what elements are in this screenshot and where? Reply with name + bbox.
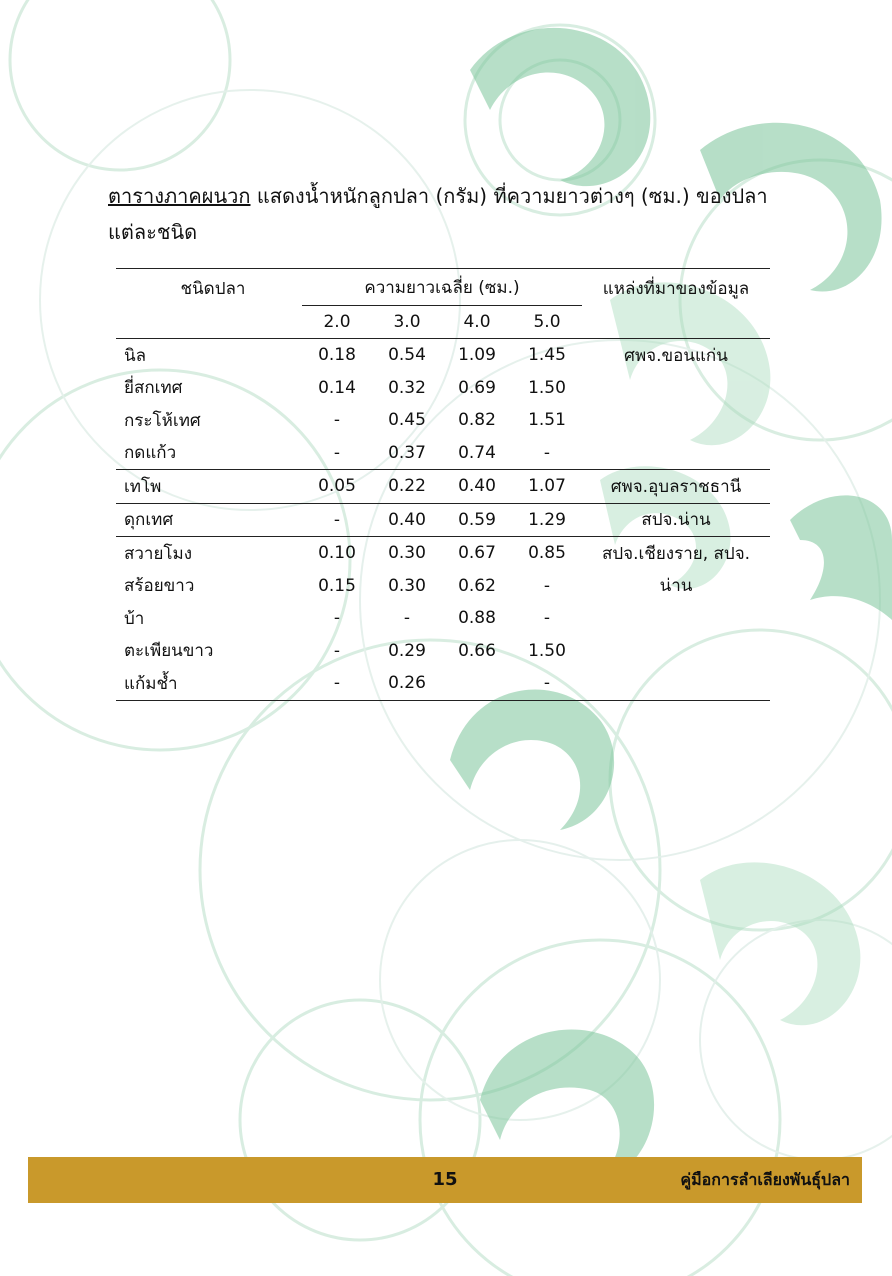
weight-cell: 0.82 bbox=[458, 410, 496, 431]
weight-cell: - bbox=[333, 410, 341, 431]
weight-cell: - bbox=[543, 442, 551, 463]
species-name: สวายโมง bbox=[116, 537, 302, 570]
weight-cell: - bbox=[333, 640, 341, 661]
weight-cell: 0.45 bbox=[388, 410, 426, 431]
weight-cell: 0.26 bbox=[372, 667, 442, 700]
species-name: กดแก้ว bbox=[124, 443, 177, 464]
weight-cell: - bbox=[543, 608, 551, 629]
weight-cell: - bbox=[302, 503, 372, 537]
table-row bbox=[116, 667, 770, 700]
species-name: ตะเพียนขาว bbox=[124, 641, 214, 662]
table-caption bbox=[108, 178, 788, 250]
table-row bbox=[116, 470, 770, 504]
weight-cell: - bbox=[512, 667, 582, 700]
table-row bbox=[116, 503, 770, 537]
weight-cell: 0.66 bbox=[458, 640, 496, 661]
weight-cell: 0.10 bbox=[302, 537, 372, 570]
source-cell bbox=[582, 667, 770, 700]
source-cell bbox=[582, 437, 770, 470]
weight-cell: - bbox=[403, 608, 411, 629]
weight-cell: - bbox=[333, 608, 341, 629]
header-source: แหล่งที่มาของข้อมูล bbox=[582, 269, 770, 339]
weight-cell: 0.37 bbox=[388, 442, 426, 463]
weight-cell: 0.67 bbox=[442, 537, 512, 570]
weight-cell: 0.29 bbox=[388, 640, 426, 661]
species-name: แก้มช้ำ bbox=[116, 667, 302, 700]
weight-cell: 1.50 bbox=[528, 377, 566, 398]
length-5-header: 5.0 bbox=[533, 312, 561, 332]
weight-cell: 1.07 bbox=[512, 470, 582, 504]
source-cell: ศพจ.อุบลราชธานี bbox=[582, 470, 770, 504]
weight-cell: 0.62 bbox=[458, 575, 496, 596]
species-name: นิล bbox=[124, 345, 147, 366]
length-4-header: 4.0 bbox=[463, 312, 491, 332]
weight-cell: 1.50 bbox=[528, 640, 566, 661]
weight-cell: 0.05 bbox=[302, 470, 372, 504]
weight-cell: 1.29 bbox=[512, 503, 582, 537]
footer-bar bbox=[28, 1157, 862, 1203]
table-row bbox=[116, 537, 770, 570]
weight-cell: 0.32 bbox=[388, 377, 426, 398]
weight-cell: 0.85 bbox=[512, 537, 582, 570]
weight-cell: 0.59 bbox=[442, 503, 512, 537]
source-cell: สปจ.เชียงราย, สปจ. bbox=[582, 537, 770, 570]
length-3-header: 3.0 bbox=[393, 312, 421, 332]
header-species: ชนิดปลา bbox=[116, 269, 302, 339]
table-row bbox=[116, 635, 770, 668]
weight-cell: 0.14 bbox=[318, 377, 356, 398]
weight-cell: 0.22 bbox=[372, 470, 442, 504]
source-cell bbox=[582, 635, 770, 668]
weight-cell: 0.88 bbox=[458, 608, 496, 629]
weight-cell bbox=[442, 667, 512, 700]
weight-cell: - bbox=[333, 442, 341, 463]
table-row bbox=[116, 404, 770, 437]
species-name: สร้อยขาว bbox=[124, 576, 195, 597]
length-2-header: 2.0 bbox=[323, 312, 351, 332]
weight-cell: 1.45 bbox=[528, 345, 566, 366]
table-row bbox=[116, 437, 770, 470]
weight-cell: 0.18 bbox=[318, 345, 356, 366]
table-row bbox=[116, 570, 770, 603]
source-cell bbox=[582, 404, 770, 437]
caption-label: ตารางภาคผนวก bbox=[108, 184, 251, 208]
table-row bbox=[116, 372, 770, 405]
weight-cell: 0.30 bbox=[388, 575, 426, 596]
book-title: คู่มือการลำเลียงพันธุ์ปลา bbox=[680, 1170, 850, 1189]
species-name: บ้า bbox=[124, 608, 145, 629]
weight-cell: 0.54 bbox=[388, 345, 426, 366]
weight-cell: 1.51 bbox=[528, 410, 566, 431]
weight-cell: - bbox=[543, 575, 551, 596]
species-name: กระโห้เทศ bbox=[124, 410, 201, 431]
species-name: ยี่สกเทศ bbox=[124, 378, 183, 399]
weight-cell: 0.69 bbox=[458, 377, 496, 398]
species-name: เทโพ bbox=[116, 470, 302, 504]
page-number: 15 bbox=[432, 1169, 458, 1190]
source-cell bbox=[582, 602, 770, 635]
caption-text: แสดงน้ำหนักลูกปลา (กรัม) ที่ความยาวต่างๆ (ซม.) ของปลาแต่ละชนิด bbox=[108, 184, 768, 244]
source-cell: สปจ.น่าน bbox=[582, 503, 770, 537]
weight-cell: 1.09 bbox=[458, 345, 496, 366]
fish-weight-table bbox=[116, 268, 770, 701]
weight-cell: 0.15 bbox=[318, 575, 356, 596]
source-cell bbox=[582, 372, 770, 405]
weight-cell: - bbox=[302, 667, 372, 700]
source-cell: ศพจ.ขอนแก่น bbox=[624, 345, 728, 366]
weight-cell: 0.30 bbox=[372, 537, 442, 570]
table-row bbox=[116, 339, 770, 372]
table-header-row bbox=[116, 269, 770, 306]
weight-cell: 0.40 bbox=[372, 503, 442, 537]
header-length: ความยาวเฉลี่ย (ซม.) bbox=[302, 269, 582, 306]
species-name: ดุกเทศ bbox=[116, 503, 302, 537]
source-cell: น่าน bbox=[659, 576, 693, 597]
weight-cell: 0.40 bbox=[442, 470, 512, 504]
weight-cell: 0.74 bbox=[458, 442, 496, 463]
table-row bbox=[116, 602, 770, 635]
